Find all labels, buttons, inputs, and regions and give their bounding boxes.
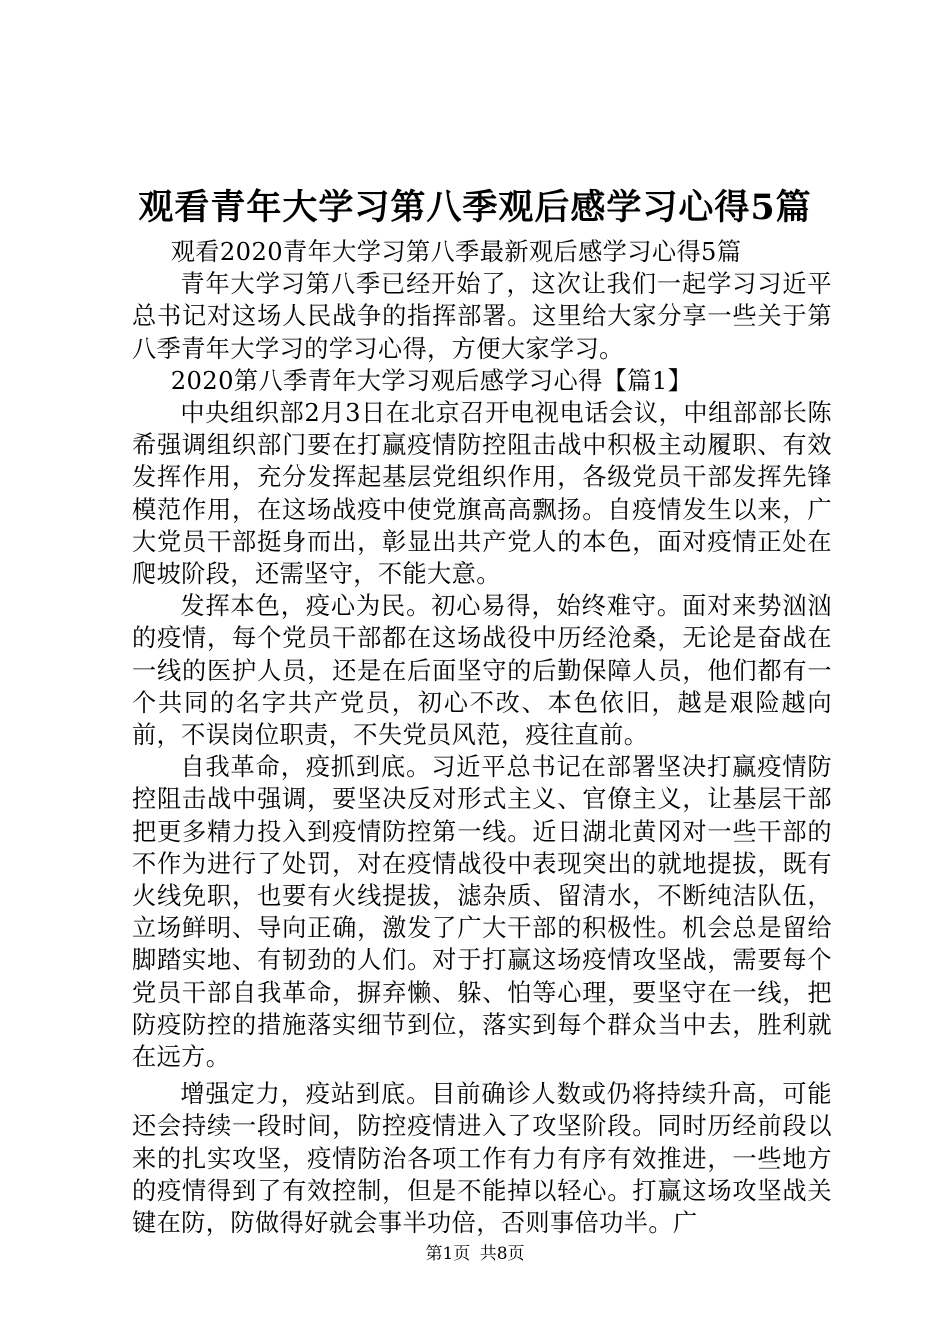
document-subtitle: 观看2020青年大学习第八季最新观后感学习心得5篇: [170, 238, 742, 266]
document-body: [132, 236, 832, 1239]
intro-paragraph: 青年大学习第八季已经开始了，这次让我们一起学习习近平总书记对这场人民战争的指挥部署。这里给大家分享一些关于第八季青年大学习的学习心得，方便大家学习。: [132, 270, 832, 363]
body-paragraph: 增强定力，疫站到底。目前确诊人数或仍将持续升高，可能还会持续一段时间，防控疫情进入了攻坚阶段。同时历经前段以来的扎实攻坚，疫情防治各项工作有力有序有效推进，一些地方的疫情得到了有效控制，但是不能掉以轻心。打赢这场攻坚战关键在防，防做得好就会事半功倍，否则事倍功半。广: [132, 1080, 832, 1238]
page-number: 第1页: [425, 1244, 471, 1264]
section-heading: 2020第八季青年大学习观后感学习心得【篇1】: [170, 366, 693, 395]
document-title: 观看青年大学习第八季观后感学习心得5篇: [138, 187, 812, 228]
body-paragraph: 发挥本色，疫心为民。初心易得，始终难守。面对来势汹汹的疫情，每个党员干部都在这场战役中历经沧桑，无论是奋战在一线的医护人员，还是在后面坚守的后勤保障人员，他们都有一个共同的名字共产党员，初心不改、本色依旧，越是艰险越向前，不误岗位职责，不失党员风范，疫往直前。: [132, 592, 832, 750]
page-footer: [0, 1243, 950, 1265]
body-paragraph: 自我革命，疫抓到底。习近平总书记在部署坚决打赢疫情防控阻击战中强调，要坚决反对形式主义、官僚主义，让基层干部把更多精力投入到疫情防控第一线。近日湖北黄冈对一些干部的不作为进行了处罚，对在疫情战役中表现突出的就地提拔，既有火线免职，也要有火线提拔，滤杂质、留清水，不断纯洁队伍，立场鲜明、导向正确，激发了广大干部的积极性。机会总是留给脚踏实地、有韧劲的人们。对于打赢这场疫情攻坚战，需要每个党员干部自我革命，摒弃懒、躲、怕等心理，要坚守在一线，把防疫防控的措施落实细节到位，落实到每个群众当中去，胜利就在远方。: [132, 753, 832, 1072]
body-paragraph: 中央组织部2月3日在北京召开电视电话会议，中组部部长陈希强调组织部门要在打赢疫情防控阻击战中积极主动履职、有效发挥作用，充分发挥起基层党组织作用，各级党员干部发挥先锋模范作用，在这场战疫中使党旗高高飘扬。自疫情发生以来，广大党员干部挺身而出，彰显出共产党人的本色，面对疫情正处在爬坡阶段，还需坚守，不能大意。: [132, 399, 832, 589]
page-total: 共8页: [479, 1244, 525, 1264]
